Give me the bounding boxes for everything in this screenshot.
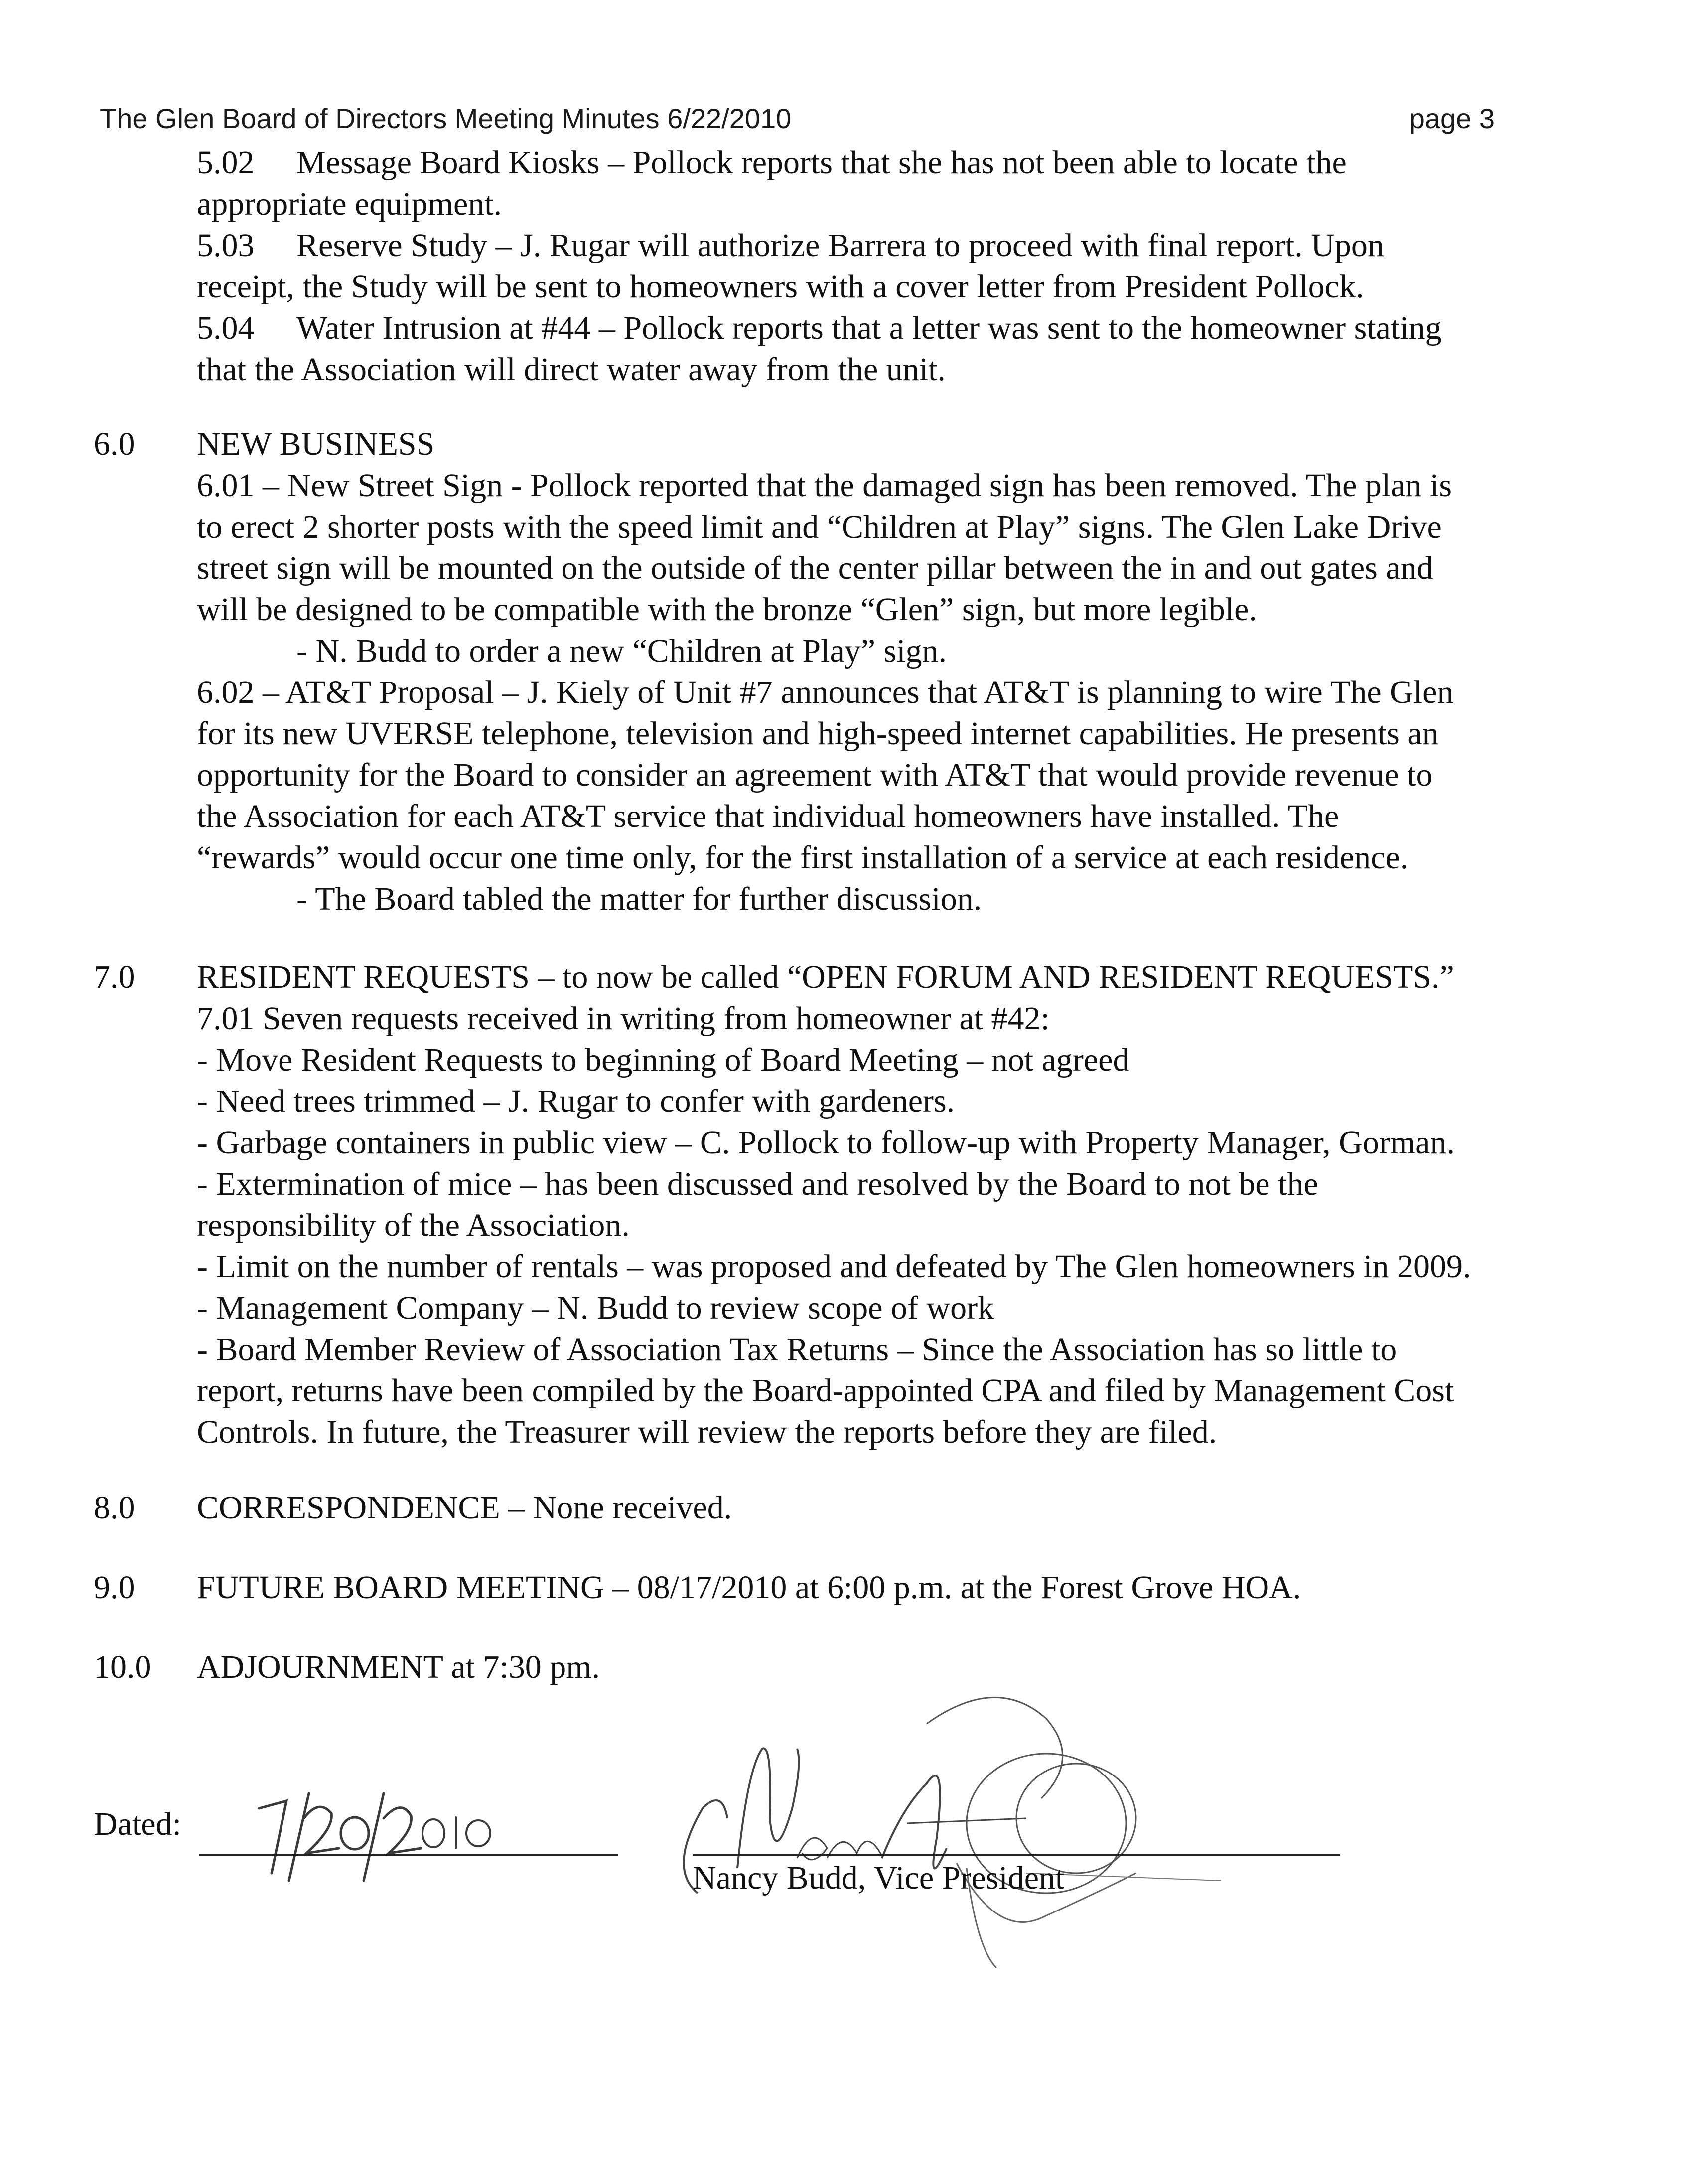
section-6-line: 6.02 – AT&T Proposal – J. Kiely of Unit #7 announces that AT&T is planning to wire The Glen bbox=[197, 674, 1454, 710]
item-5-03-line-1: 5.03 Reserve Study – J. Rugar will authorize Barrera to proceed with final report. Upon bbox=[197, 227, 1384, 264]
section-6-body bbox=[197, 465, 1607, 920]
section-7-line: - Limit on the number of rentals – was proposed and defeated by The Glen homeowners in 2009. bbox=[197, 1248, 1471, 1285]
section-7-body bbox=[197, 998, 1607, 1453]
item-5-04-line-2: that the Association will direct water away from the unit. bbox=[197, 351, 946, 388]
section-6-action-item: - The Board tabled the matter for further discussion. bbox=[296, 881, 982, 917]
section-7-line: report, returns have been compiled by the Board-appointed CPA and filed by Management Cost bbox=[197, 1372, 1454, 1409]
section-6-line: street sign will be mounted on the outside of the center pillar between the in and out gates and bbox=[197, 550, 1433, 586]
section-6-title: NEW BUSINESS bbox=[197, 426, 435, 462]
section-6-line: will be designed to be compatible with the bronze “Glen” sign, but more legible. bbox=[197, 591, 1257, 628]
page-number: page 3 bbox=[1409, 103, 1495, 134]
page-header bbox=[100, 99, 1495, 138]
section-7-line: 7.01 Seven requests received in writing from homeowner at #42: bbox=[197, 1000, 1050, 1037]
section-7-line: - Management Company – N. Budd to review scope of work bbox=[197, 1290, 994, 1326]
section-6-line: to erect 2 shorter posts with the speed limit and “Children at Play” signs. The Glen Lake Drive bbox=[197, 509, 1442, 545]
section-8-title: CORRESPONDENCE – None received. bbox=[197, 1490, 732, 1526]
signer-name: Nancy Budd, Vice President bbox=[693, 1860, 1065, 1896]
item-5-03-line-2: receipt, the Study will be sent to homeowners with a cover letter from President Pollock. bbox=[197, 269, 1364, 305]
item-5-04-line-1: 5.04 Water Intrusion at #44 – Pollock reports that a letter was sent to the homeowner stating bbox=[197, 310, 1442, 346]
section-7-line: - Garbage containers in public view – C. Pollock to follow-up with Property Manager, Gorman. bbox=[197, 1124, 1455, 1161]
section-6-line: opportunity for the Board to consider an agreement with AT&T that would provide revenue to bbox=[197, 757, 1433, 793]
continued-items bbox=[197, 142, 1607, 390]
document-title: The Glen Board of Directors Meeting Minutes 6/22/2010 bbox=[100, 103, 792, 134]
section-7-line: Controls. In future, the Treasurer will review the reports before they are filed. bbox=[197, 1414, 1217, 1450]
section-7-line: - Need trees trimmed – J. Rugar to confer with gardeners. bbox=[197, 1083, 955, 1119]
section-6-line: 6.01 – New Street Sign - Pollock reported that the damaged sign has been removed. The plan is bbox=[197, 467, 1452, 504]
signature-line bbox=[693, 1854, 1340, 1856]
section-6-line: the Association for each AT&T service that individual homeowners have installed. The bbox=[197, 798, 1339, 834]
section-10-number: 10.0 bbox=[94, 1649, 151, 1685]
section-7-line: responsibility of the Association. bbox=[197, 1207, 630, 1243]
section-7-line: - Move Resident Requests to beginning of Board Meeting – not agreed bbox=[197, 1042, 1129, 1078]
date-underline bbox=[199, 1854, 618, 1856]
section-7-title: RESIDENT REQUESTS – to now be called “OPEN FORUM AND RESIDENT REQUESTS.” bbox=[197, 959, 1454, 995]
section-9-title: FUTURE BOARD MEETING – 08/17/2010 at 6:00 p.m. at the Forest Grove HOA. bbox=[197, 1569, 1301, 1606]
item-5-02-line-1: 5.02 Message Board Kiosks – Pollock reports that she has not been able to locate the bbox=[197, 144, 1347, 181]
dated-label: Dated: bbox=[94, 1806, 181, 1842]
section-6-line: “rewards” would occur one time only, for the first installation of a service at each residence. bbox=[197, 839, 1408, 876]
section-7-line: - Board Member Review of Association Tax Returns – Since the Association has so little to bbox=[197, 1331, 1397, 1367]
section-7-number: 7.0 bbox=[94, 959, 135, 995]
section-8-number: 8.0 bbox=[94, 1490, 135, 1526]
section-6-action-item: - N. Budd to order a new “Children at Play” sign. bbox=[296, 633, 947, 669]
section-7-line: - Extermination of mice – has been discussed and resolved by the Board to not be the bbox=[197, 1166, 1318, 1202]
item-5-02-line-2: appropriate equipment. bbox=[197, 186, 502, 222]
handwritten-date bbox=[224, 1774, 503, 1888]
section-9-number: 9.0 bbox=[94, 1569, 135, 1606]
section-6-line: for its new UVERSE telephone, television and high-speed internet capabilities. He presents an bbox=[197, 715, 1439, 752]
signature-scribble bbox=[648, 1659, 1246, 1978]
section-10-title: ADJOURNMENT at 7:30 pm. bbox=[197, 1649, 600, 1685]
section-6-number: 6.0 bbox=[94, 426, 135, 462]
